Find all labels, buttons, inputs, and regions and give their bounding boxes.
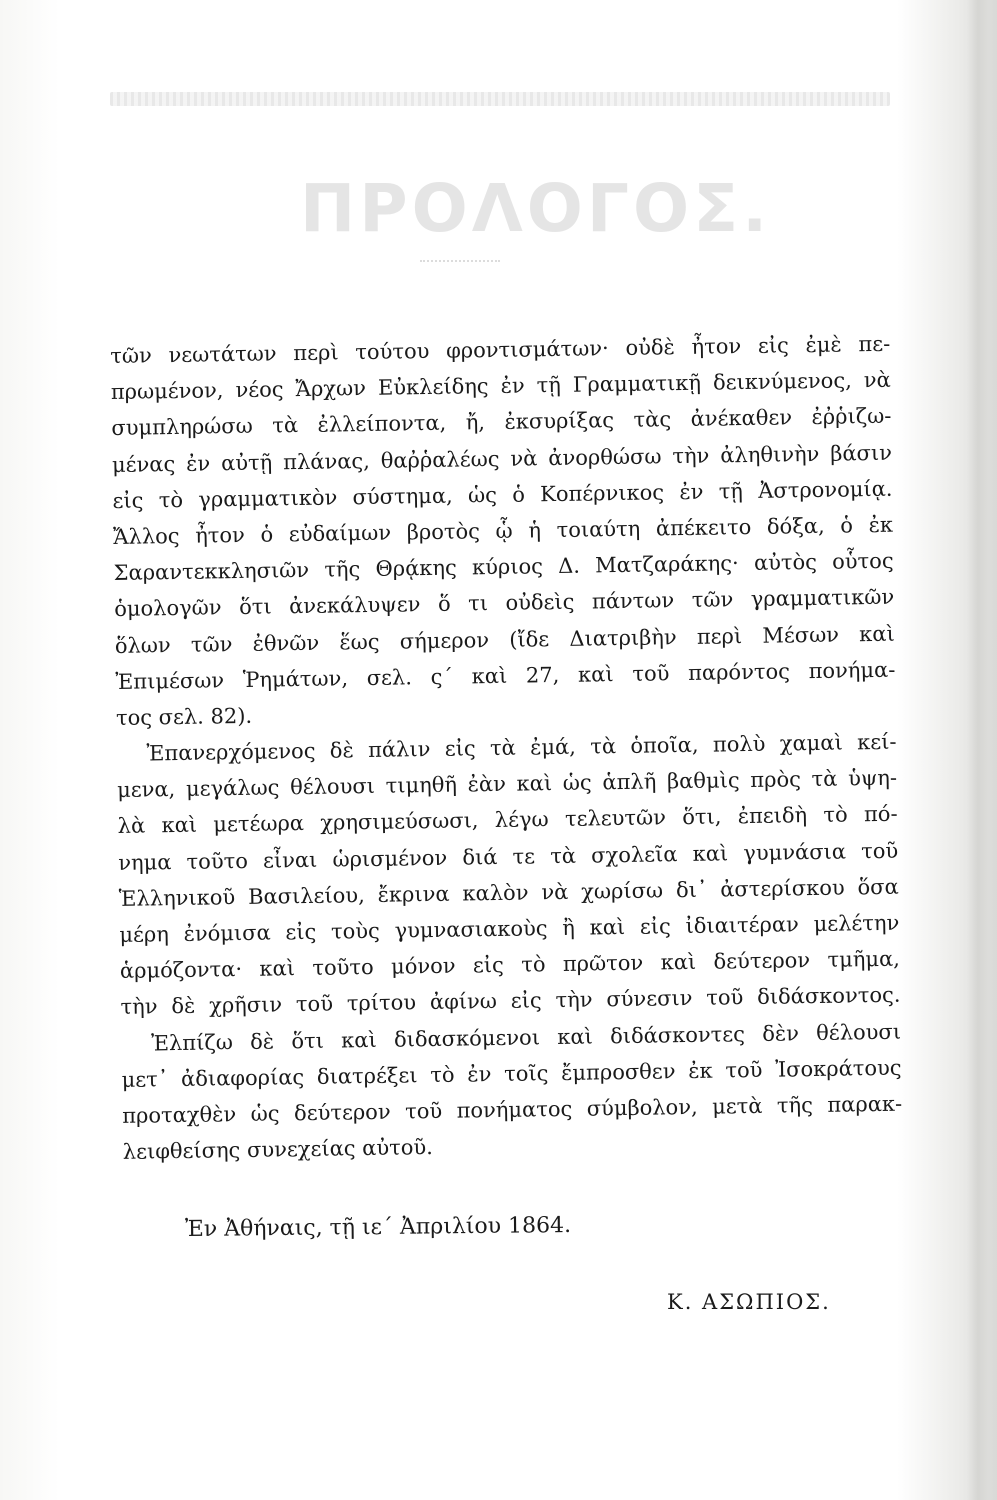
text-line: Ἐπανερχόμενος δὲ πάλιν εἰς τὰ ἐμά, τὰ ὁποῖα, πολὺ χαμαὶ κεί-: [146, 729, 897, 766]
text-line: Ἐπιμέσων Ῥημάτων, σελ. ς΄ καὶ 27, καὶ τοῦ παρόντος πονήμα-: [115, 657, 896, 694]
text-line: Σαραντεκκλησιῶν τῆς Θρᾴκης κύριος Δ. Ματζαράκης· αὐτὸς οὗτος: [113, 548, 894, 586]
text-line: νημα τοῦτο εἶναι ὡρισμένον διά τε τὰ σχολεῖα καὶ γυμνάσια τοῦ: [118, 838, 899, 875]
text-line: ὁμολογῶν ὅτι ἀνεκάλυψεν ὅ τι οὐδεὶς πάντων τῶν γραμματικῶν: [114, 585, 895, 622]
author-signature: Κ. ΑΣΩΠΙΟΣ.: [667, 1290, 831, 1314]
book-spine-shadow: [967, 0, 989, 1500]
text-line: Ἑλληνικοῦ Βασιλείου, ἔκρινα καλὸν νὰ χωρίσω δι᾽ ἀστερίσκου ὅσα: [118, 874, 899, 911]
text-line: ὅλων τῶν ἐθνῶν ἕως σήμερον (ἴδε Διατριβὴν περὶ Μέσων καὶ: [114, 621, 895, 658]
text-line: λὰ καὶ μετέωρα χρησιμεύσωσι, λέγω τελευτῶν ὅτι, ἐπειδὴ τὸ πό-: [117, 802, 898, 839]
text-line: τος σελ. 82).: [115, 703, 253, 730]
bleed-through-title: ΠΡΟΛΟΓΟΣ.: [300, 170, 772, 247]
text-line: λειφθείσης συνεχείας αὐτοῦ.: [122, 1135, 434, 1165]
text-line: μέρη ἐνόμισα εἰς τοὺς γυμνασιακοὺς ἢ καὶ εἰς ἰδιαιτέραν μελέτην: [119, 910, 900, 947]
text-line: προταχθὲν ὡς δεύτερον τοῦ πονήματος σύμβολον, μετὰ τῆς παρακ-: [122, 1091, 903, 1128]
text-line: μένας ἐν αὐτῇ πλάνας, θαῤῥαλέως νὰ ἀνορθώσω τὴν ἀληθινὴν βάσιν: [111, 440, 893, 477]
dateline: Ἐν Ἀθήναις, τῇ ιε΄ Ἀπριλίου 1864.: [184, 1212, 572, 1243]
preface-text: [110, 326, 903, 1170]
text-line: ἁρμόζοντα· καὶ τοῦτο μόνον εἰς τὸ πρῶτον καὶ δεύτερον τμῆμα,: [119, 946, 901, 984]
text-line: Ἄλλος ἦτον ὁ εὐδαίμων βροτὸς ᾧ ἡ τοιαύτη ἀπέκειτο δόξα, ὁ ἐκ: [112, 512, 894, 549]
text-line: πρωμένον, νέος Ἄρχων Εὐκλείδης ἐν τῇ Γραμματικῇ δεικνύμενος, νὰ: [110, 367, 891, 405]
text-line: μετ᾽ ἀδιαφορίας διατρέξει τὸ ἐν τοῖς ἔμπροσθεν ἐκ τοῦ Ἰσοκράτους: [121, 1055, 902, 1092]
bleed-through-divider: [420, 260, 500, 266]
text-line: τῶν νεωτάτων περὶ τούτου φροντισμάτων· οὐδὲ ἦτον εἰς ἐμὲ πε-: [110, 331, 891, 368]
text-line: συμπληρώσω τὰ ἐλλείποντα, ἤ, ἐκσυρίξας τὰς ἀνέκαθεν ἐῤῥιζω-: [111, 404, 892, 441]
text-line: Ἐλπίζω δὲ ὅτι καὶ διδασκόμενοι καὶ διδάσκοντες δὲν θέλουσι: [150, 1019, 902, 1056]
text-line: τὴν δὲ χρῆσιν τοῦ τρίτου ἀφίνω εἰς τὴν σύνεσιν τοῦ διδάσκοντος.: [120, 983, 901, 1020]
text-line: εἰς τὸ γραμματικὸν σύστημα, ὡς ὁ Κοπέρνικος ἐν τῇ Ἀστρονομίᾳ.: [112, 476, 893, 513]
text-line: μενα, μεγάλως θέλουσι τιμηθῆ ἐὰν καὶ ὡς ἁπλῆ βαθμὶς πρὸς τὰ ὑψη-: [116, 765, 898, 803]
bleed-through-ornament-rule: [110, 92, 890, 106]
